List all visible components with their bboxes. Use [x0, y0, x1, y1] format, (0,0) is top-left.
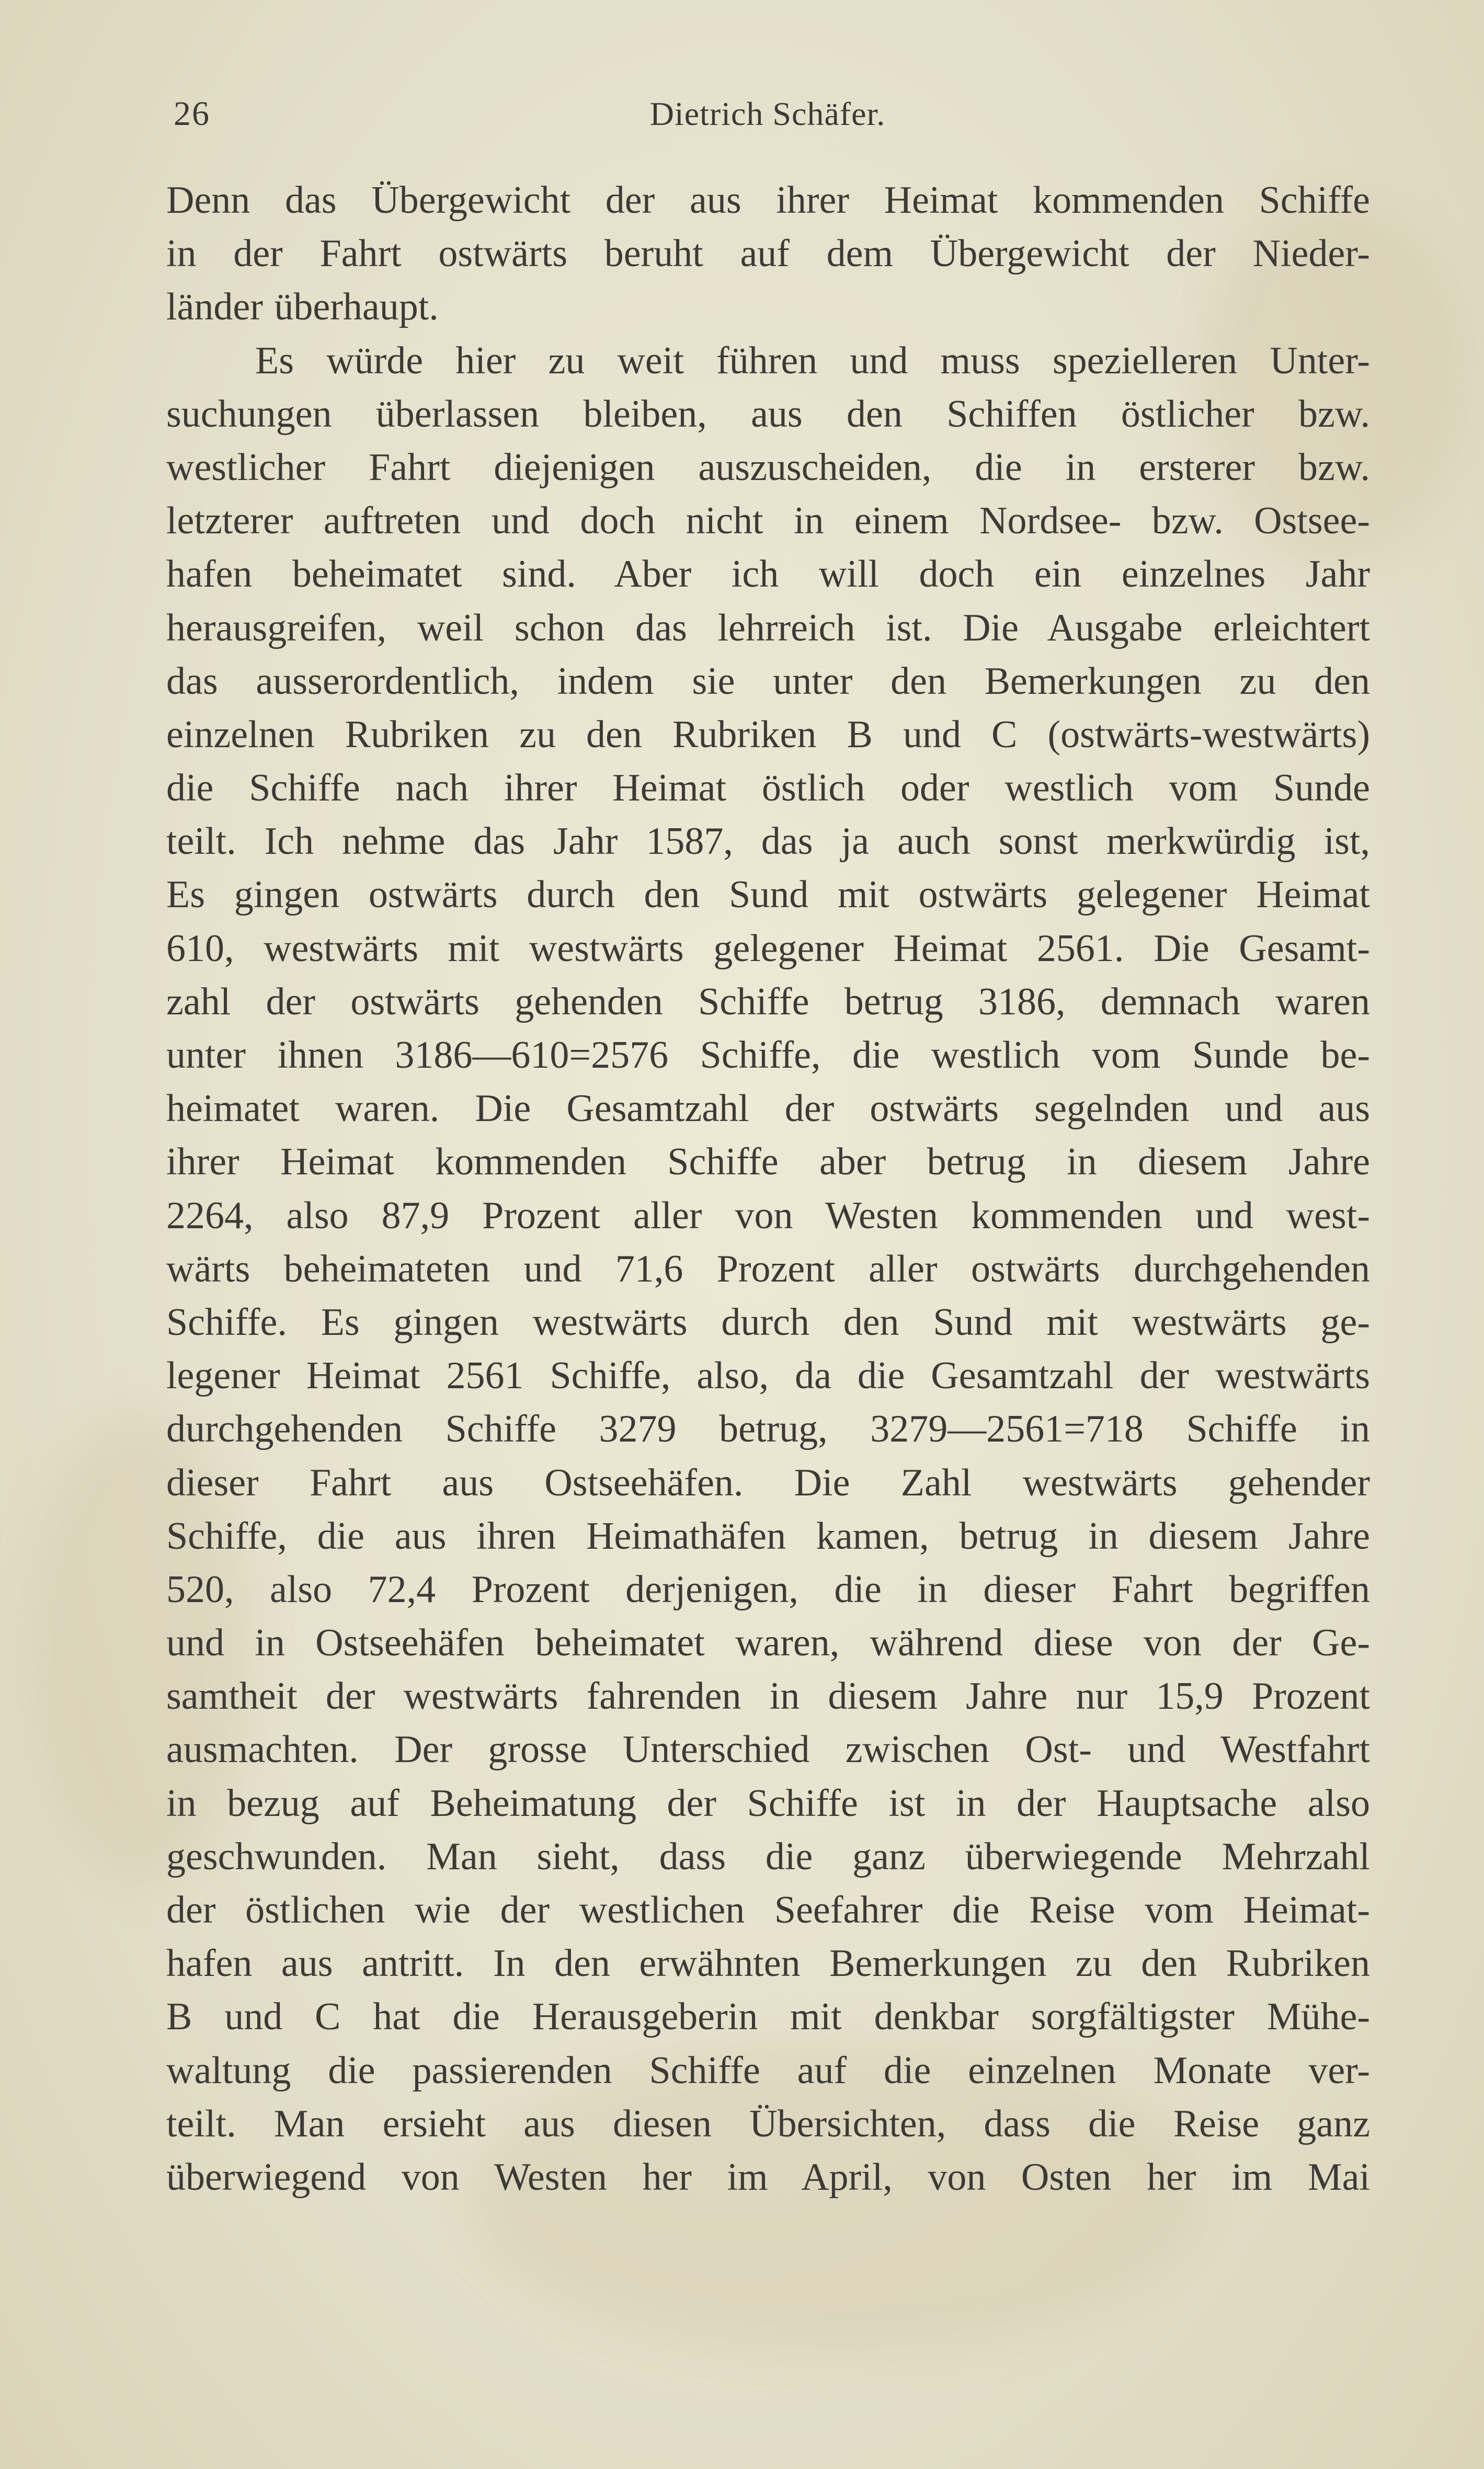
- text-line: Denn das Übergewicht der aus ihrer Heimat kommenden Schiffe: [166, 179, 1370, 222]
- text-line: heimatet waren. Die Gesamtzahl der ostwärts segelnden und aus: [166, 1087, 1370, 1130]
- text-line: 610, westwärts mit westwärts gelegener Heimat 2561. Die Gesamt-: [166, 927, 1370, 970]
- text-line: herausgreifen, weil schon das lehrreich ist. Die Ausgabe erleichtert: [166, 606, 1370, 649]
- running-head: Dietrich Schäfer.: [649, 95, 886, 132]
- text-line: teilt. Man ersieht aus diesen Übersichten, dass die Reise ganz: [166, 2102, 1370, 2145]
- text-line: 520, also 72,4 Prozent derjenigen, die in dieser Fahrt begriffen: [166, 1568, 1370, 1611]
- text-line: durchgehenden Schiffe 3279 betrug, 3279—2561=718 Schiffe in: [166, 1408, 1370, 1451]
- text-line: B und C hat die Herausgeberin mit denkbar sorgfältigster Mühe-: [166, 1995, 1370, 2039]
- text-line: ihrer Heimat kommenden Schiffe aber betrug in diesem Jahre: [166, 1140, 1370, 1184]
- text-line: letzterer auftreten und doch nicht in einem Nordsee- bzw. Ostsee-: [166, 499, 1370, 543]
- text-line: suchungen überlassen bleiben, aus den Schiffen östlicher bzw.: [166, 392, 1370, 436]
- text-line: teilt. Ich nehme das Jahr 1587, das ja auch sonst merkwürdig ist,: [166, 820, 1370, 863]
- text-line: Schiffe, die aus ihren Heimathäfen kamen, betrug in diesem Jahre: [166, 1514, 1370, 1558]
- text-line: das ausserordentlich, indem sie unter den Bemerkungen zu den: [166, 659, 1370, 703]
- text-line: die Schiffe nach ihrer Heimat östlich oder westlich vom Sunde: [166, 767, 1370, 810]
- text-line: hafen beheimatet sind. Aber ich will doch ein einzelnes Jahr: [166, 553, 1370, 596]
- text-line: in der Fahrt ostwärts beruht auf dem Übergewicht der Nieder-: [166, 232, 1370, 276]
- body-text: [166, 174, 1370, 2204]
- text-line: Es gingen ostwärts durch den Sund mit ostwärts gelegener Heimat: [166, 873, 1370, 917]
- text-line: länder überhaupt.: [166, 285, 439, 329]
- text-line: samtheit der westwärts fahrenden in diesem Jahre nur 15,9 Prozent: [166, 1675, 1370, 1718]
- text-line: Es würde hier zu weit führen und muss spezielleren Unter-: [255, 339, 1370, 382]
- text-line: und in Ostseehäfen beheimatet waren, während diese von der Ge-: [166, 1621, 1370, 1665]
- text-line: zahl der ostwärts gehenden Schiffe betrug 3186, demnach waren: [166, 980, 1370, 1023]
- text-line: in bezug auf Beheimatung der Schiffe ist in der Hauptsache also: [166, 1781, 1370, 1825]
- text-line: dieser Fahrt aus Ostseehäfen. Die Zahl westwärts gehender: [166, 1461, 1370, 1504]
- text-line: 2264, also 87,9 Prozent aller von Westen kommenden und west-: [166, 1194, 1370, 1237]
- text-line: waltung die passierenden Schiffe auf die einzelnen Monate ver-: [166, 2049, 1370, 2092]
- text-line: der östlichen wie der westlichen Seefahrer die Reise vom Heimat-: [166, 1889, 1370, 1931]
- page-header: [166, 88, 1369, 140]
- text-line: unter ihnen 3186—610=2576 Schiffe, die westlich vom Sunde be-: [166, 1034, 1370, 1077]
- text-line: hafen aus antritt. In den erwähnten Bemerkungen zu den Rubriken: [166, 1942, 1370, 1985]
- text-line: ausmachten. Der grosse Unterschied zwischen Ost- und Westfahrt: [166, 1728, 1370, 1771]
- text-line: überwiegend von Westen her im April, von Osten her im Mai: [166, 2155, 1370, 2199]
- page-number: 26: [174, 95, 210, 133]
- text-line: Schiffe. Es gingen westwärts durch den Sund mit westwärts ge-: [166, 1300, 1370, 1344]
- text-line: westlicher Fahrt diejenigen auszuscheiden, die in ersterer bzw.: [166, 445, 1370, 489]
- text-line: legener Heimat 2561 Schiffe, also, da die Gesamtzahl der westwärts: [166, 1354, 1370, 1398]
- text-line: geschwunden. Man sieht, dass die ganz überwiegende Mehrzahl: [166, 1835, 1370, 1878]
- text-line: einzelnen Rubriken zu den Rubriken B und C (ostwärts-westwärts): [166, 713, 1370, 756]
- text-line: wärts beheimateten und 71,6 Prozent aller ostwärts durchgehenden: [166, 1247, 1370, 1290]
